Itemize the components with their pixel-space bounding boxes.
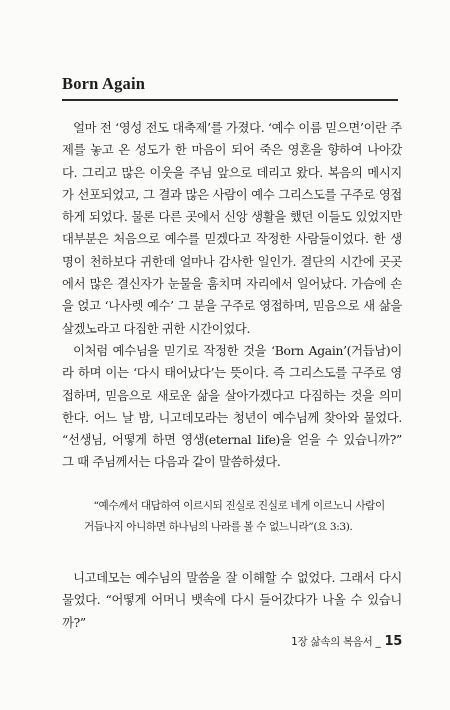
continuation-text	[62, 567, 402, 634]
quote-text: “예수께서 대답하여 이르시되 진실로 진실로 네게 이르노니 사람이 거듭나지 아니하면 하나님의 나라를 볼 수 없느니라”(요 3:3).	[84, 500, 385, 533]
body-text	[62, 117, 402, 474]
page-number: 15	[384, 634, 402, 649]
scripture-quote	[84, 496, 394, 538]
body-paragraph-3: 니고데모는 예수님의 말씀을 잘 이해할 수 없었다. 그래서 다시 물었다. “어떻게 어머니 뱃속에 다시 들어갔다가 나올 수 있습니까?”	[62, 571, 402, 630]
page-footer	[291, 634, 402, 649]
body-paragraph-2: 이처럼 예수님을 믿기로 작정한 것을 ‘Born Again’(거듭남)이라 하며 이는 ‘다시 태어났다’는 뜻이다. 즉 그리스도를 구주로 영접하며, 믿음으로 새로운 삶을 살아가겠다고 다짐하는 것을 의미한다. 어느 날 밤, 니고데모라는 청년이 예수님께 찾아와 물었다. “선생님, 어떻게 하면 영생(eternal life)을 얻을 수 있습니까?” 그 때 주님께서는 다음과 같이 말씀하셨다.	[62, 343, 402, 470]
heading-rule	[62, 99, 398, 101]
chapter-label: 1장 삶속의 복음서 _	[291, 636, 381, 648]
section-heading: Born Again	[62, 74, 146, 93]
body-paragraph-1: 얼마 전 ‘영성 전도 대축제’를 가졌다. ‘예수 이름 믿으면’이란 주제를 놓고 온 성도가 한 마음이 되어 죽은 영혼을 향하여 나아갔다. 그리고 많은 이웃을 주님 앞으로 데리고 왔다. 복음의 메시지가 선포되었고, 그 결과 많은 사람이 예수 그리스도를 구주로 영접하게 되었다. 물론 다른 곳에서 신앙 생활을 했던 이들도 있었지만 대부분은 처음으로 예수를 믿겠다고 작정한 사람들이었다. 한 생명이 천하보다 귀한데 얼마나 감사한 일인가. 결단의 시간에 곳곳에서 많은 결신자가 눈물을 훔치며 자리에서 일어났다. 가슴에 손을 얹고 ‘나사렛 예수’ 그 분을 구주로 영접하며, 믿음으로 새 삶을 살겠노라고 다짐한 귀한 시간이었다.	[62, 121, 402, 336]
